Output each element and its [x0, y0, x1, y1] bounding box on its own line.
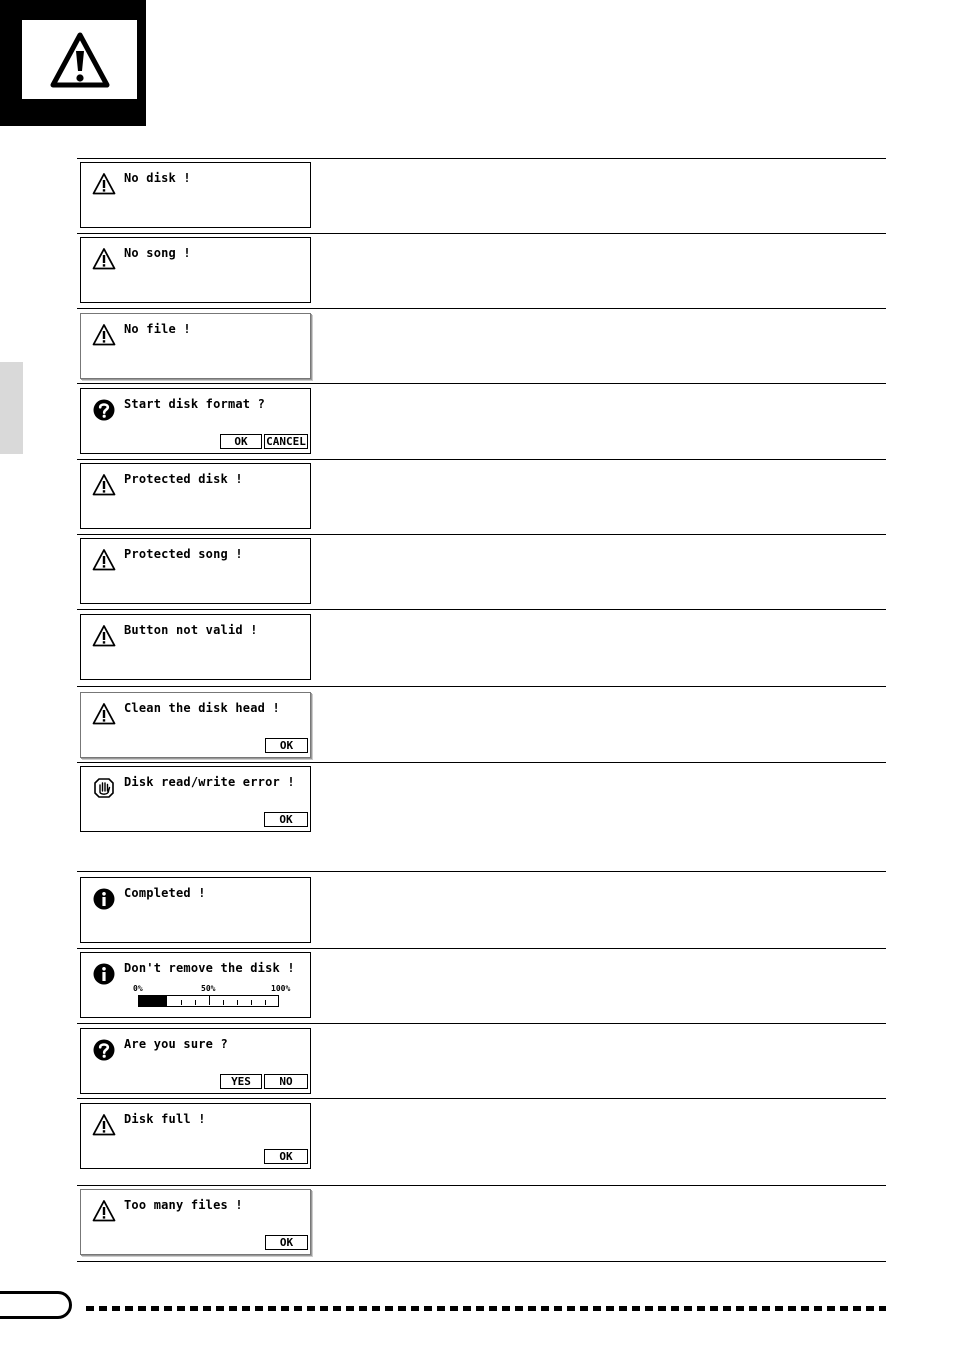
progress-tick: [251, 1000, 252, 1005]
dialog-message: Start disk format ?: [124, 397, 266, 411]
progress-label-100: 100%: [271, 984, 291, 993]
progress-bar: [138, 995, 279, 1007]
row-divider: [77, 534, 886, 535]
dialog-no-file: [80, 313, 311, 379]
dialog-message: Too many files !: [124, 1198, 243, 1212]
question-icon: [92, 1038, 116, 1062]
row-divider: [77, 948, 886, 949]
warning-icon: [92, 624, 116, 648]
warning-icon: [92, 1113, 116, 1137]
progress-scale: [133, 984, 295, 994]
row-divider: [77, 383, 886, 384]
info-icon: [92, 962, 116, 986]
progress-label-50: 50%: [201, 984, 216, 993]
footer-dotted-rule: [86, 1306, 886, 1311]
no-button[interactable]: NO: [264, 1074, 308, 1089]
page-number-pill: [0, 1291, 72, 1319]
warning-icon: [92, 247, 116, 271]
dialog-button-not-valid: [80, 614, 311, 680]
row-divider: [77, 1098, 886, 1099]
ok-button[interactable]: OK: [220, 434, 262, 449]
dialog-message: Don't remove the disk !: [124, 961, 295, 975]
header-icon-frame: [22, 20, 137, 99]
info-icon: [92, 887, 116, 911]
dialog-dont-remove-disk: [80, 952, 311, 1018]
row-divider: [77, 1261, 886, 1262]
row-divider: [77, 871, 886, 872]
stop-hand-icon: [92, 776, 116, 800]
header-corner-block: [0, 0, 146, 126]
ok-button[interactable]: OK: [265, 738, 308, 753]
dialog-disk-full: [80, 1103, 311, 1169]
dialog-completed: [80, 877, 311, 943]
dialog-too-many-files: [80, 1189, 311, 1255]
dialog-message: Protected disk !: [124, 472, 243, 486]
side-tab: [0, 362, 23, 454]
dialog-disk-read-write-error: [80, 766, 311, 832]
progress-tick: [265, 1000, 266, 1005]
dialog-protected-song: [80, 538, 311, 604]
warning-icon: [92, 172, 116, 196]
progress-tick: [223, 1000, 224, 1005]
row-divider: [77, 459, 886, 460]
row-divider: [77, 1185, 886, 1186]
warning-triangle-icon: [49, 31, 111, 89]
row-divider: [77, 1023, 886, 1024]
progress-label-0: 0%: [133, 984, 143, 993]
dialog-clean-disk-head: [80, 692, 311, 758]
row-divider: [77, 158, 886, 159]
ok-button[interactable]: OK: [265, 1235, 308, 1250]
dialog-protected-disk: [80, 463, 311, 529]
row-divider: [77, 609, 886, 610]
ok-button[interactable]: OK: [264, 1149, 308, 1164]
dialog-message: No file !: [124, 322, 191, 336]
row-divider: [77, 233, 886, 234]
dialog-message: Disk full !: [124, 1112, 206, 1126]
row-divider: [77, 686, 886, 687]
dialog-no-disk: [80, 162, 311, 228]
row-divider: [77, 308, 886, 309]
dialog-message: Button not valid !: [124, 623, 258, 637]
warning-icon: [92, 702, 116, 726]
progress-tick: [237, 1000, 238, 1005]
yes-button[interactable]: YES: [220, 1074, 262, 1089]
dialog-start-disk-format: [80, 388, 311, 454]
question-icon: [92, 398, 116, 422]
cancel-button[interactable]: CANCEL: [264, 434, 308, 449]
dialog-are-you-sure: [80, 1028, 311, 1094]
dialog-message: No song !: [124, 246, 191, 260]
progress-tick: [209, 996, 210, 1005]
dialog-message: No disk !: [124, 171, 191, 185]
dialog-message: Are you sure ?: [124, 1037, 228, 1051]
dialog-message: Protected song !: [124, 547, 243, 561]
progress-tick: [181, 1000, 182, 1005]
dialog-message: Disk read/write error !: [124, 775, 295, 789]
ok-button[interactable]: OK: [264, 812, 308, 827]
warning-icon: [92, 323, 116, 347]
row-divider: [77, 762, 886, 763]
warning-icon: [92, 1199, 116, 1223]
dialog-no-song: [80, 237, 311, 303]
warning-icon: [92, 548, 116, 572]
progress-tick: [195, 1000, 196, 1005]
progress-fill: [139, 996, 167, 1006]
dialog-message: Completed !: [124, 886, 206, 900]
warning-icon: [92, 473, 116, 497]
dialog-message: Clean the disk head !: [124, 701, 280, 715]
